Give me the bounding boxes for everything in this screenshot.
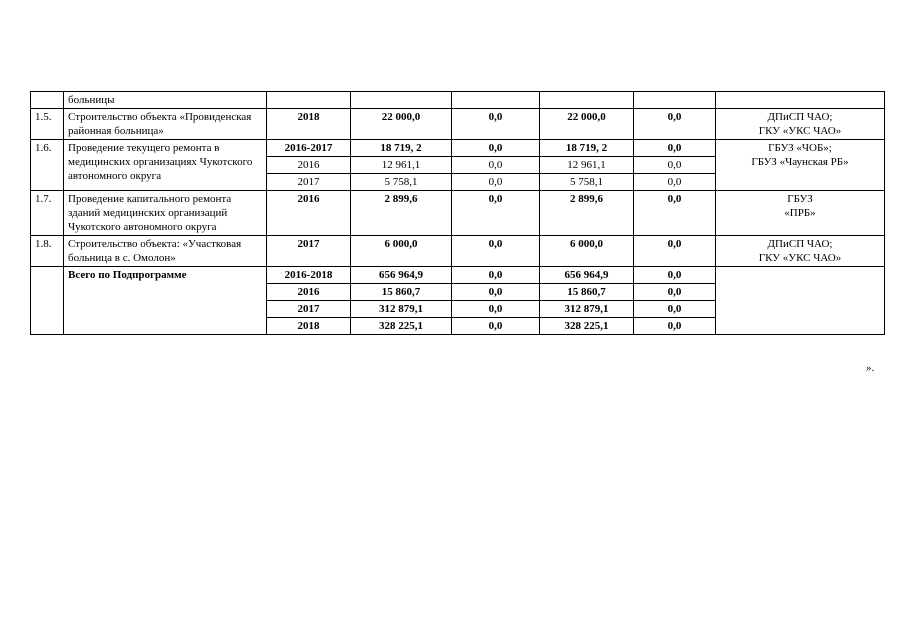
total-cell: 656 964,9 (351, 267, 452, 284)
total-cell: 312 879,1 (351, 301, 452, 318)
total-cell: 6 000,0 (351, 236, 452, 267)
federal-budget-cell: 0,0 (452, 157, 540, 174)
year-cell: 2017 (267, 236, 351, 267)
table-row (31, 140, 885, 157)
summary-label: Всего по Подпрограмме (64, 267, 267, 335)
year-cell: 2016 (267, 284, 351, 301)
extra-budget-cell: 0,0 (634, 236, 716, 267)
total-cell: 5 758,1 (351, 174, 452, 191)
executor-line: ГБУЗ «Чаунская РБ» (751, 156, 849, 168)
regional-budget-cell: 5 758,1 (540, 174, 634, 191)
federal-budget-cell: 0,0 (452, 191, 540, 236)
vb-cell: 0,0 (634, 318, 716, 335)
executor-line: ГКУ «УКС ЧАО» (758, 125, 842, 137)
regional-budget-cell: 12 961,1 (540, 157, 634, 174)
executor-cell (716, 140, 885, 191)
executor-line: ГКУ «УКС ЧАО» (758, 252, 842, 264)
extra-budget-cell: 0,0 (634, 109, 716, 140)
total-cell: 15 860,7 (351, 284, 452, 301)
federal-budget-cell: 0,0 (452, 109, 540, 140)
table-row (31, 92, 885, 109)
ob-cell: 312 879,1 (540, 301, 634, 318)
name-cell: Проведение текущего ремонта в медицинских организациях Чукотского автономного округа (64, 140, 267, 191)
executor-cell (716, 191, 885, 236)
executor-line: «ПРБ» (784, 207, 816, 219)
year-cell: 2016-2017 (267, 140, 351, 157)
year-cell: 2016 (267, 157, 351, 174)
year-cell: 2016 (267, 191, 351, 236)
extra-budget-cell: 0,0 (634, 174, 716, 191)
summary-row (31, 267, 885, 284)
vb-cell: 0,0 (634, 284, 716, 301)
fb-cell: 0,0 (452, 301, 540, 318)
executor-line: ДПиСП ЧАО; (767, 238, 833, 250)
num-cell: 1.8. (31, 236, 64, 267)
fb-cell: 0,0 (452, 267, 540, 284)
executor-cell (716, 236, 885, 267)
total-cell: 2 899,6 (351, 191, 452, 236)
vb-cell: 0,0 (634, 267, 716, 284)
num-cell (31, 92, 64, 109)
table-row (31, 236, 885, 267)
table-row (31, 109, 885, 140)
name-cell: Проведение капитального ремонта зданий медицинских организаций Чукотского автономного округа (64, 191, 267, 236)
year-cell: 2017 (267, 174, 351, 191)
federal-budget-cell: 0,0 (452, 174, 540, 191)
regional-budget-cell: 2 899,6 (540, 191, 634, 236)
ob-cell: 328 225,1 (540, 318, 634, 335)
executor-cell (716, 267, 885, 335)
program-table (30, 91, 885, 335)
executor-cell (716, 109, 885, 140)
total-cell: 328 225,1 (351, 318, 452, 335)
extra-budget-cell: 0,0 (634, 157, 716, 174)
total-cell: 18 719, 2 (351, 140, 452, 157)
executor-line: ГБУЗ «ЧОБ»; (768, 142, 832, 154)
num-cell: 1.5. (31, 109, 64, 140)
federal-budget-cell: 0,0 (452, 236, 540, 267)
vb-cell: 0,0 (634, 301, 716, 318)
extra-budget-cell: 0,0 (634, 140, 716, 157)
table-body (31, 92, 885, 335)
regional-budget-cell: 22 000,0 (540, 109, 634, 140)
fb-cell: 0,0 (452, 318, 540, 335)
name-cell: Строительство объекта: «Участковая больница в с. Омолон» (64, 236, 267, 267)
num-cell: 1.7. (31, 191, 64, 236)
regional-budget-cell: 6 000,0 (540, 236, 634, 267)
regional-budget-cell: 18 719, 2 (540, 140, 634, 157)
federal-budget-cell: 0,0 (452, 140, 540, 157)
extra-budget-cell: 0,0 (634, 191, 716, 236)
executor-line: ГБУЗ (787, 193, 813, 205)
fb-cell: 0,0 (452, 284, 540, 301)
ob-cell: 15 860,7 (540, 284, 634, 301)
year-cell: 2018 (267, 109, 351, 140)
num-cell (31, 267, 64, 335)
ob-cell: 656 964,9 (540, 267, 634, 284)
year-cell: 2016-2018 (267, 267, 351, 284)
name-cell: больницы (64, 92, 267, 109)
year-cell: 2017 (267, 301, 351, 318)
name-cell: Строительство объекта «Провиденская районная больница» (64, 109, 267, 140)
num-cell: 1.6. (31, 140, 64, 191)
closing-mark: ». (866, 362, 875, 374)
total-cell: 22 000,0 (351, 109, 452, 140)
total-cell: 12 961,1 (351, 157, 452, 174)
executor-line: ДПиСП ЧАО; (767, 111, 833, 123)
table-row (31, 191, 885, 236)
year-cell: 2018 (267, 318, 351, 335)
